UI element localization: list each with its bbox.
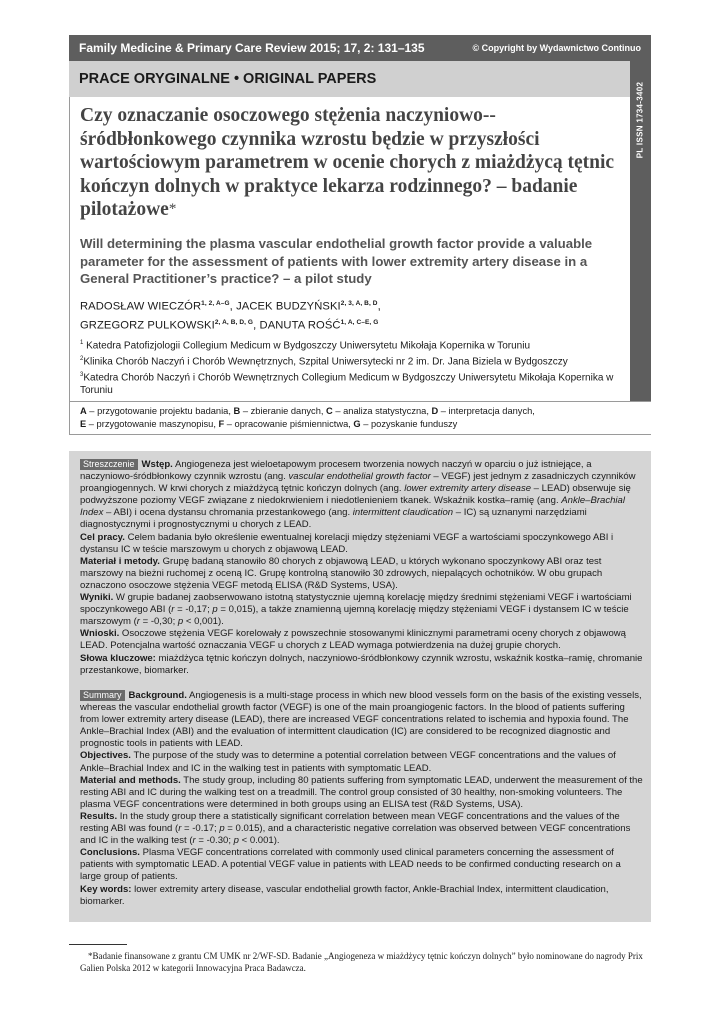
title-english: Will determining the plasma vascular endothelial growth factor provide a valuable parameter for the assessment of patients with lower extremity artery disease in a General Practitioner’s practice? – a pilot study [80,236,593,286]
abstract-en-background [80,690,643,750]
contribution-text: pozyskanie funduszy [370,418,458,429]
contribution-text: przygotowanie projektu badania [97,406,229,416]
contribution-key: E [80,418,87,429]
text-run: W grupie badanej zaobserwowano istotną statystycznie ujemną korelację między średnimi stężeniami VEGF i wartościami spoczynkowego ABI ( [80,592,632,616]
abstract-pl-conclusions [80,628,643,652]
title-polish [80,104,625,222]
contribution-key: A [80,406,87,416]
author-name: DANUTA ROŚĆ [259,319,341,332]
abstract-en-objectives [80,750,643,774]
text-run: = -0,17; [174,604,213,616]
abstract-en-conclusions [80,847,643,883]
text-run: – ABI) i ocena dystansu chromania przestankowego (ang. [103,507,353,519]
abstract-en-methods [80,775,643,811]
stat-symbol: p [219,823,225,835]
text-run: The study group, including 80 patients suffering from symptomatic LEAD, underwent the measurement of the resting ABI and IC during the walking test on a treadmill. The control group consisted of 30 healthy, non-smoking volunteers. The plasma VEGF concentrations were determined in both groups using an ELISA test (R&D Systems, USA). [80,774,643,810]
section-label: Key words: [80,883,132,895]
section-label: Objectives. [80,750,131,762]
section-label: Results. [80,810,118,822]
contribution-key: B [233,406,241,416]
text-run: < 0,001). [183,616,224,628]
copyright-notice: © Copyright by Wydawnictwo Continuo [472,43,641,53]
journal-header-bar [69,35,651,61]
text-run: Celem badania było określenie ewentualnej korelacji między stężeniami VEGF a wartościami spoczynkowego ABI i dystansu IC w teście marszowym u chorych z objawową LEAD. [80,531,614,555]
abstract-pl-methods [80,556,643,592]
text-run: – VEGF) jest jednym z zasadniczych czynników proangiogennych. W krwi chorych z miażdżycą tętnic kończyn dolnych (ang. [80,471,636,495]
abstract-pl-results [80,592,643,628]
abstract-en-tag: Summary [80,690,125,701]
section-label: Wnioski. [80,628,120,640]
author-affiliation: 1, A, C–E, G [340,319,379,327]
author-affiliation: 2, A, B, D, G [214,319,254,327]
text-run: = 0.015), and a characteristic negative correlation was observed between VEGF concentrations and IC in the walking test ( [80,823,631,847]
footnote-divider [69,944,127,945]
section-label: Background. [128,690,187,701]
stat-symbol: p [177,616,184,628]
text-run: In the study group there a statistically significant correlation between mean VEGF concentrations and the values of the resting ABI was found ( [80,810,620,835]
stat-symbol: r [178,823,182,835]
abstract-polish [80,459,643,677]
affiliation-text: Katedra Chorób Naczyń i Chorób Wewnętrznych Collegium Medicum w Bydgoszczy Uniwersytetu Mikołaja Kopernika w Toruniu [80,371,614,397]
affiliation-number: 2 [80,355,84,362]
abstract-pl-keywords [80,653,643,677]
italic-term: Ankle–Brachial Index [80,495,625,519]
affiliation-number: 3 [80,371,84,378]
section-label: Materiał i metody. [80,555,160,567]
section-banner: PRACE ORYGINALNE • ORIGINAL PAPERS [69,61,630,97]
text-run: < 0.001). [238,835,280,847]
contribution-key: F [218,418,225,429]
stat-symbol: r [192,835,196,847]
abstract-en-results [80,811,643,847]
author-name: JACEK BUDZYŃSKI [236,300,341,313]
contribution-text: przygotowanie maszynopisu [96,418,214,429]
italic-term: vascular endothelial growth factor [288,471,431,483]
contribution-text: interpretacja danych [448,406,533,416]
author-list: RADOSŁAW $WIECZÓR^{1, 2, A-G}$, JACEK $BUDZYŃSKI^{2, 3, A, B, D}$, GRZEGORZ $PULKOWSKI^{2, A, B, D, G}$, DANUTA $ROŚĆ^{1, A, C-E, G}$ [80,300,381,332]
author-affiliation: 2, 3, A, B, D [340,300,378,307]
abstract-en-keywords [80,884,643,908]
affiliation-number: 1 [80,340,84,346]
stat-symbol: p [233,835,239,847]
abstract-pl-introduction [80,459,643,532]
text-run: – LEAD) obserwuje się podwyższone poziomy VEGF związane z niedokrwieniem i niedotlenieniem tkanek. Wskaźnik kostka–ramię (ang. [80,483,631,507]
text-run: = 0,015), a także znamienną ujemną korelację między stężeniami VEGF i dystansem IC w teście marszowym ( [80,604,629,628]
contribution-text: opracowanie piśmiennictwa [234,418,349,429]
text-run: = -0.30; [195,835,234,847]
contribution-key: D [431,406,439,416]
contribution-key: C [326,406,333,416]
text-run: Plasma VEGF concentrations correlated with commonly used clinical parameters concerning the assessment of patients with symptomatic LEAD. A potential VEGF value in patients with LEAD needs to be confirmed conducting research on a large group of patients. [80,847,621,883]
text-run: = -0,30; [139,616,178,628]
section-label: Wyniki. [80,592,114,604]
abstract-pl-tag: Streszczenie [80,459,138,470]
stat-symbol: r [136,616,140,628]
author-name: RADOSŁAW WIECZÓR [80,300,202,313]
section-label: Słowa kluczowe: [80,652,156,664]
text-run: lower extremity artery disease, vascular endothelial growth factor, Ankle-Brachial Index, intermittent claudication, biomarker. [80,883,609,907]
section-label: Cel pracy. [80,531,125,543]
author-contributions: A – przygotowanie projektu badania, B – zbieranie danych, C – analiza statystyczna, D – interpretacja danych, E – przygotowanie maszynopisu, F – opracowanie piśmiennictwa, G – pozyskanie funduszy [80,406,535,429]
stat-symbol: p [212,604,218,616]
abstract-pl-aim [80,532,643,556]
text-run: The purpose of the study was to determine a potential correlation between VEGF concentrations and the values of Ankle–Brachial Index and IC in the walking test in patients with symptomatic LEAD. [80,750,616,774]
text-run: – IC) są uznanymi narzędziami diagnostycznymi i prognostycznymi u chorych z LEAD. [80,507,587,531]
affiliation-text: Katedra Patofizjologii Collegium Medicum w Bydgoszczy Uniwersytetu Mikołaja Kopernika w Toruniu [86,340,531,352]
section-label: Wstęp. [141,459,173,470]
contribution-text: zbieranie danych [250,406,321,416]
author-affiliation: 1, 2, A–G [201,300,230,307]
text-run: = -0.17; [181,823,220,835]
issn-label: PL ISSN 1734-3402 [635,81,645,159]
journal-citation: Family Medicine & Primary Care Review 2015; 17, 2: 131–135 [79,41,425,55]
stat-symbol: r [171,604,175,616]
text-run: Angiogenesis is a multi-stage process in which new blood vessels form on the basis of the existing vessels, whereas the vascular endothelial growth factor (VEGF) is one of the main proangiogenic factors. In the blood of patients suffering from lower extremity artery disease (LEAD), there are increased VEGF concentrations related to ischemia and hypoxia found. The Ankle–Brachial Index (ABI) and the evaluation of intermittent claudication (IC) are considered to be recognized diagnostic and prognostic tools in patients with LEAD. [80,690,642,750]
italic-term: lower extremity artery disease [404,483,532,495]
title-polish-text: Czy oznaczanie osoczowego stężenia naczyniowo--śródbłonkowego czynnika wzrostu będzie w przyszłości wartościowym parametrem w ocenie chorych z miażdżycą tętnic kończyn dolnych w praktyce lekarza rodzinnego? – badanie pilotażowe [80,105,615,220]
author-name: GRZEGORZ PULKOWSKI [80,319,215,332]
section-label: Material and methods. [80,774,181,786]
funding-footnote: *Badanie finansowane z grantu CM UMK nr 2/WF-SD. Badanie „Angiogeneza w miażdżycy tętnic kończyn dolnych” było nominowane do nagrody Prix Galien Polska 2012 w kategorii Innowacyjna Praca Badawcza. [80,951,643,973]
text-run: Grupę badaną stanowiło 80 chorych z objawową LEAD, u których wykonano spoczynkowy ABI oraz test marszowy na bieżni ruchomej z oceną IC. Grupę kontrolną stanowiło 30 zdrowych, niepalących ochotników. W obu grupach oznaczono osoczowe stężenia VEGF metodą ELISA (R&D Systems, USA). [80,555,603,591]
contribution-key: G [353,418,361,429]
text-run: Angiogeneza jest wieloetapowym procesem tworzenia nowych naczyń w oparciu o już istniejące, a naczyniowo-śródbłonkowy czynnik wzrostu (ang. [80,459,592,483]
contribution-text: analiza statystyczna [343,406,427,416]
affiliation-list [80,337,625,398]
title-footnote-mark: * [168,201,177,217]
section-label: Conclusions. [80,847,140,859]
text-run: miażdżyca tętnic kończyn dolnych, naczyniowo-śródbłonkowy czynnik wzrostu, wskaźnik kostka–ramię, chromanie przestankowe, biomarker. [80,652,643,676]
italic-term: intermittent claudication [352,507,454,519]
text-run: Osoczowe stężenia VEGF korelowały z powszechnie stosowanymi klinicznymi parametrami oceny chorych z objawową LEAD. Potencjalna wartość oznaczania VEGF u chorych z LEAD wymaga potwierdzenia na dużej grupie chorych. [80,628,626,652]
affiliation-text: Klinika Chorób Naczyń i Chorób Wewnętrznych, Szpital Uniwersytecki nr 2 im. Dr. Jana Biziela w Bydgoszczy [83,356,568,368]
abstract-english [80,690,643,908]
